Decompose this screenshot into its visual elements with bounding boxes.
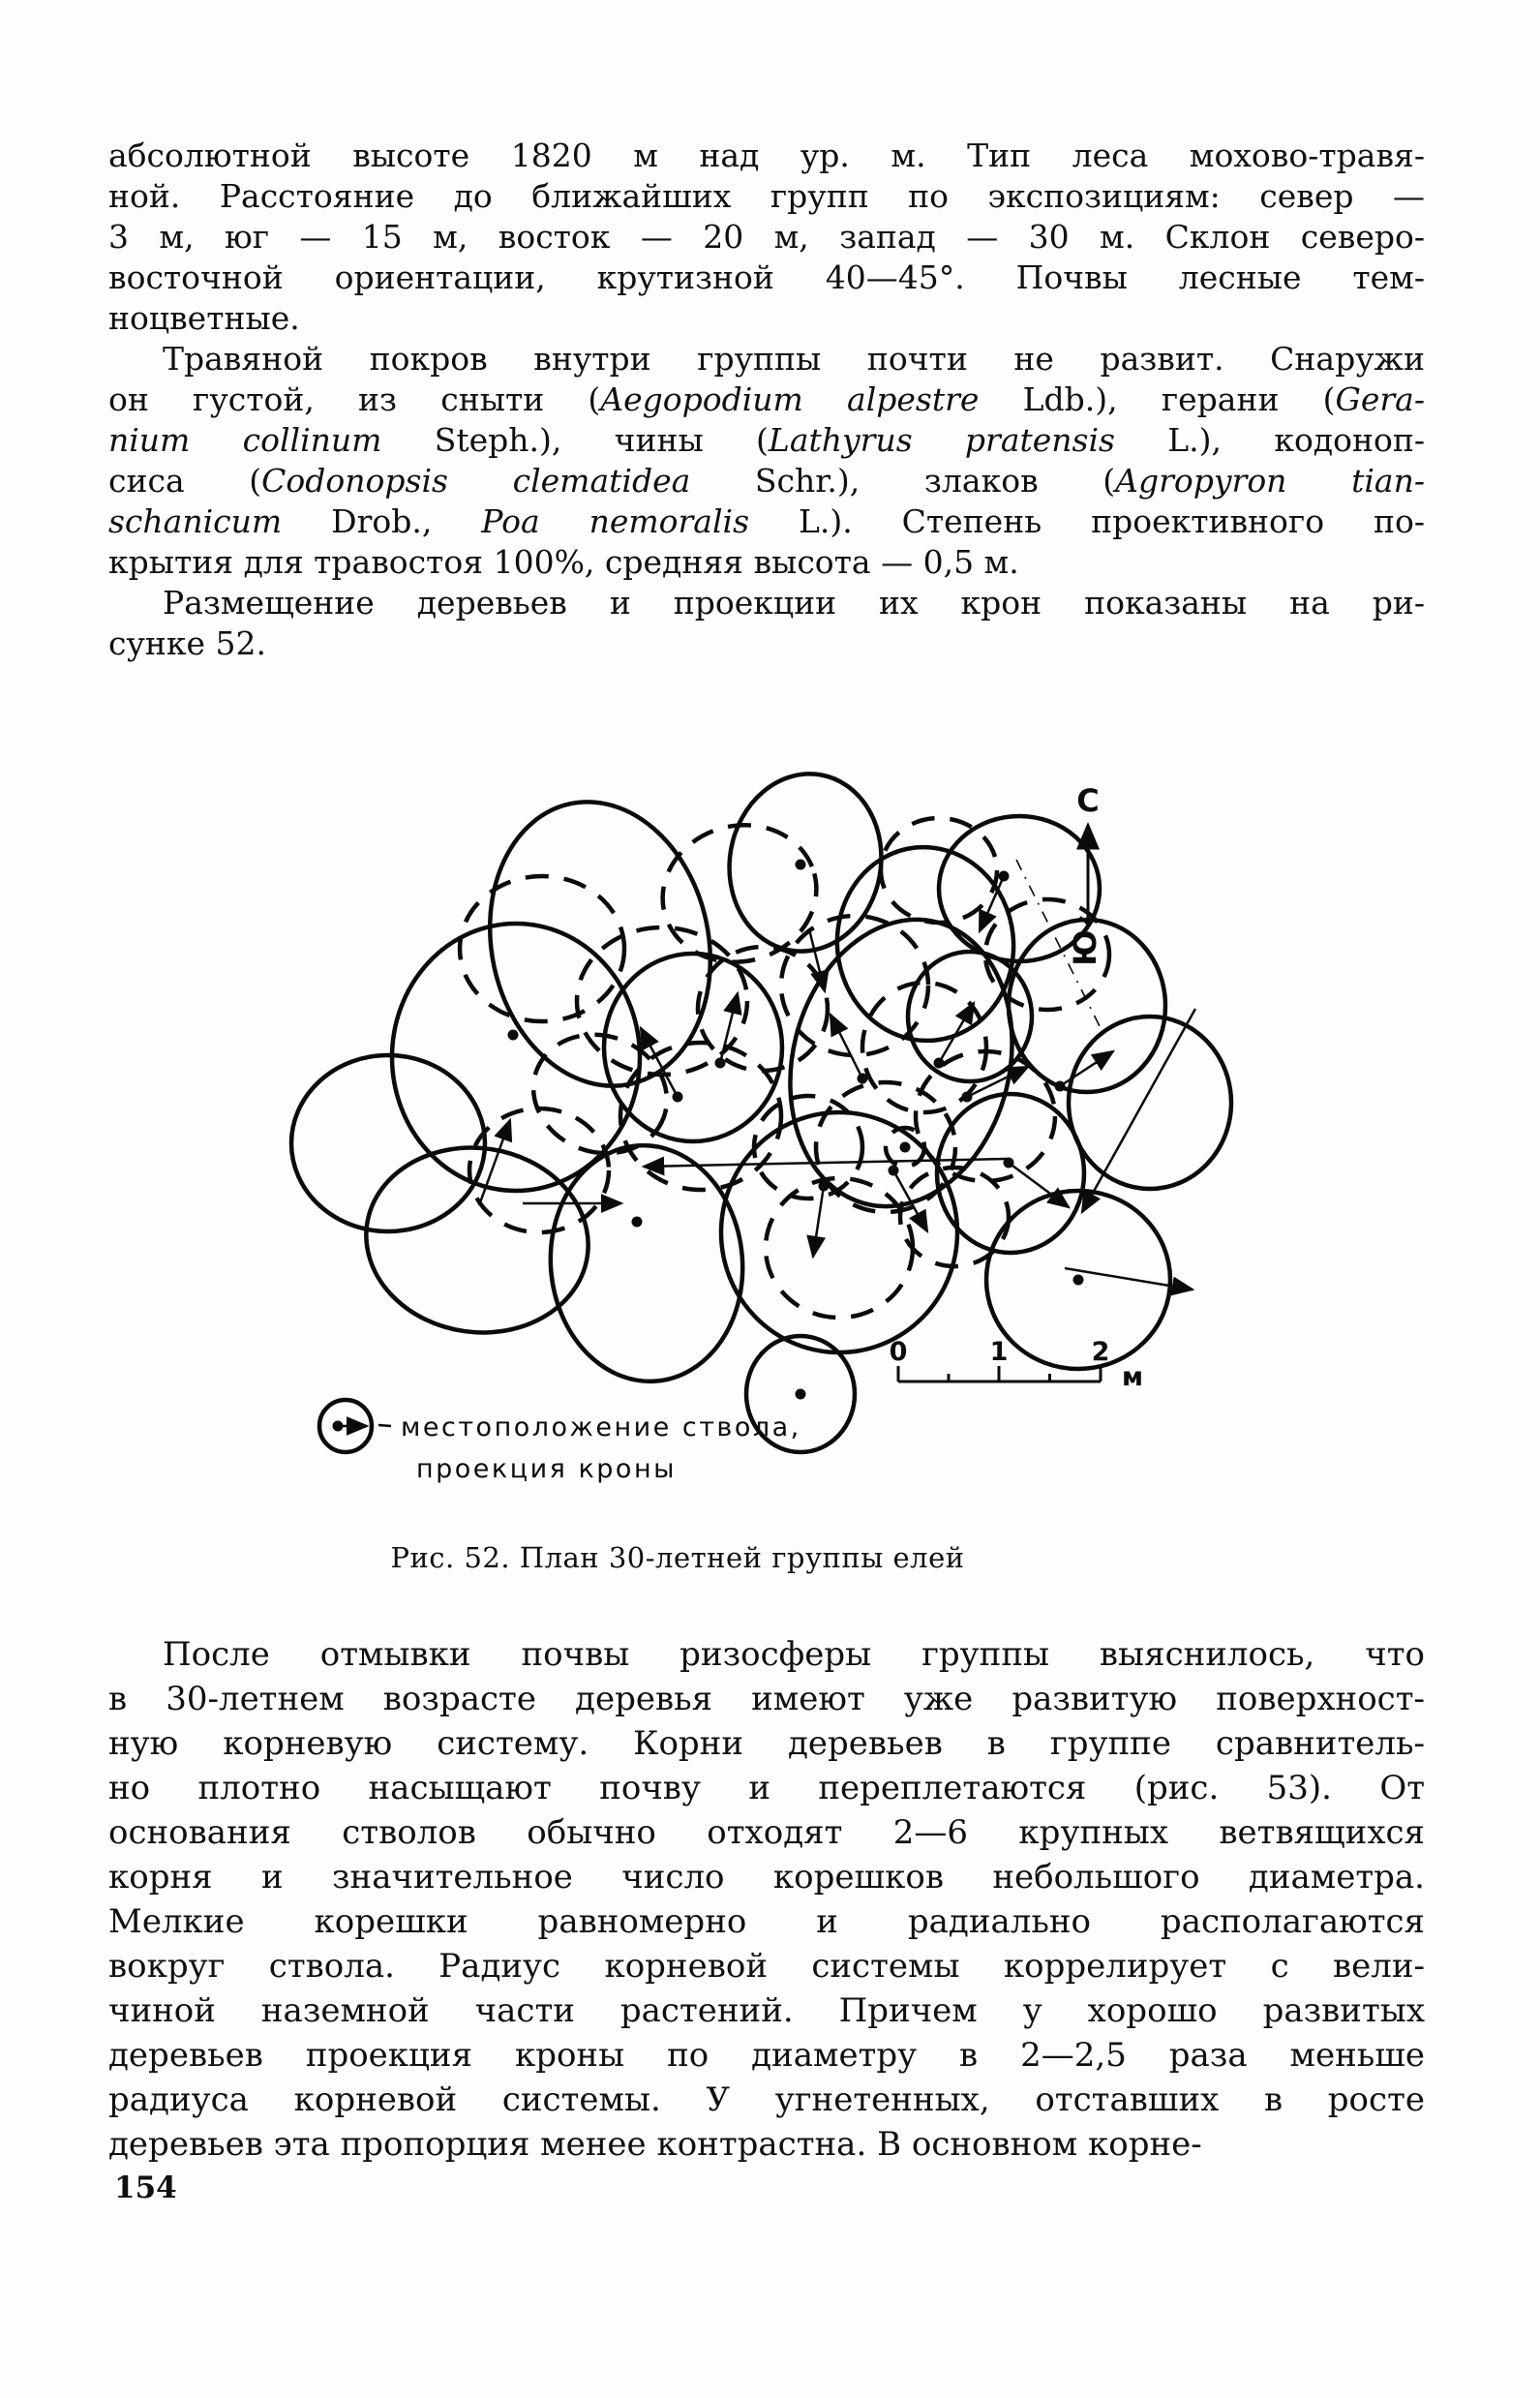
radius-arrow (813, 1186, 824, 1257)
text-line: деревьев проекция кроны по диаметру в 2—2,5 раза меньше (108, 2036, 1425, 2075)
text-line: он густой, из сныти (Aegopodium alpestre Ldb.), герани (Gera- (108, 380, 1426, 418)
trunk-dot (673, 1092, 683, 1103)
page-number: 154 (114, 2170, 177, 2205)
crown-ellipse-dashed (754, 1096, 862, 1199)
crown-ellipse-dashed (766, 1178, 913, 1318)
trunk-dot (900, 1142, 911, 1153)
radius-arrow (720, 993, 738, 1063)
radius-arrow (939, 1003, 974, 1063)
text-line: абсолютной высоте 1820 м над ур. м. Тип леса мохово-травя- (108, 137, 1425, 174)
text-line: в 30-летнем возрасте деревья имеют уже развитую поверхност- (108, 1680, 1425, 1718)
scale-tick-label: 2 (1091, 1337, 1110, 1367)
text-line: чиной наземной части растений. Причем у хорошо развитых (108, 1991, 1425, 2030)
text-line: вокруг ствола. Радиус корневой системы коррелирует с вели- (108, 1947, 1425, 1986)
trunk-dot (1004, 1158, 1014, 1169)
trunk-dot (1055, 1081, 1066, 1092)
crown-ellipse-solid (828, 838, 1023, 1049)
text-line: schanicum Drob., Poa nemoralis L.). Степень проективного по- (108, 502, 1426, 540)
crown-ellipse-solid (721, 1112, 957, 1352)
trunk-dot (934, 1058, 945, 1069)
crown-ellipse-dashed (698, 947, 828, 1071)
text-line: восточной ориентации, крутизной 40—45°. Почвы лесные тем- (108, 258, 1425, 296)
scale-tick-label: 0 (889, 1337, 908, 1367)
top-text-block (108, 136, 1425, 664)
figure-plan-drawing (271, 745, 1297, 1520)
scale-unit-label: м (1122, 1362, 1144, 1392)
text-line: деревьев эта пропорция менее контрастна. В основном корне- (108, 2125, 1202, 2164)
text-line: крытия для травостоя 100%, средняя высота — 0,5 м. (108, 543, 1019, 581)
south-label: Ю (1067, 929, 1103, 966)
text-line: корня и значительное число корешков небольшого диаметра. (108, 1858, 1425, 1897)
text-line: сиса (Codonopsis clematidea Schr.), злаков (Agropyron tian- (108, 462, 1425, 500)
trunk-dot (796, 860, 806, 870)
north-label: С (1076, 782, 1100, 819)
crown-ellipse-solid (604, 954, 782, 1141)
text-line: 3 м, юг — 15 м, восток — 20 м, запад — 30 м. Склон северо- (108, 218, 1425, 256)
crown-ellipse-solid (1069, 1017, 1231, 1189)
legend-dash (378, 1425, 391, 1426)
crown-ellipse-dashed (469, 1108, 609, 1232)
bottom-text-block (108, 1632, 1425, 2167)
trunk-dot (999, 871, 1010, 882)
text-line: ную корневую систему. Корни деревьев в группе сравнитель- (108, 1724, 1425, 1763)
text-line: nium collinum Steph.), чины (Lathyrus pratensis L.), кодоноп- (108, 421, 1426, 459)
text-line: но плотно насыщают почву и переплетаются (рис. 53). От (108, 1769, 1425, 1807)
trunk-dot (819, 1181, 830, 1192)
trunk-dot (889, 1166, 899, 1176)
figure-legend (319, 1400, 801, 1484)
text-line: ной. Расстояние до ближайших групп по экспозициям: север — (108, 177, 1425, 215)
trunk-dot (1073, 1275, 1084, 1286)
crown-ellipse-solid (465, 781, 737, 1107)
legend-text-line2: проекция кроны (416, 1454, 677, 1484)
trunk-dot (962, 1092, 973, 1103)
text-line: Мелкие корешки равномерно и радиально располагаются (108, 1902, 1425, 1941)
trunk-dot (508, 1030, 519, 1041)
crown-ellipse-dashed (460, 876, 624, 1021)
trunk-dot (858, 1074, 868, 1084)
radius-arrow (1065, 1268, 1193, 1290)
text-line: Травяной покров внутри группы почти не развит. Снаружи (163, 340, 1425, 378)
text-line: Размещение деревьев и проекции их крон показаны на ри- (163, 584, 1425, 622)
trunk-dot (715, 1058, 726, 1069)
scale-tick-label: 1 (989, 1337, 1009, 1367)
text-line: сунке 52. (108, 624, 267, 662)
trunk-dot (796, 1389, 806, 1400)
text-line: радиуса корневой системы. У угнетенных, отставших в росте (108, 2080, 1425, 2119)
text-line: основания стволов обычно отходят 2—6 крупных ветвящихся (108, 1813, 1425, 1852)
text-line: После отмывки почвы ризосферы группы выяснилось, что (163, 1635, 1425, 1674)
crown-projections (291, 762, 1231, 1452)
figure-caption: Рис. 52. План 30-летней группы елей (390, 1541, 965, 1574)
text-line: ноцветные. (108, 299, 300, 337)
trunk-dot (632, 1217, 643, 1228)
radius-arrow (1060, 1051, 1113, 1086)
crown-ellipse-solid (291, 1055, 485, 1231)
legend-text-line1: местоположение ствола, (401, 1412, 801, 1442)
radius-arrow (830, 1015, 862, 1078)
